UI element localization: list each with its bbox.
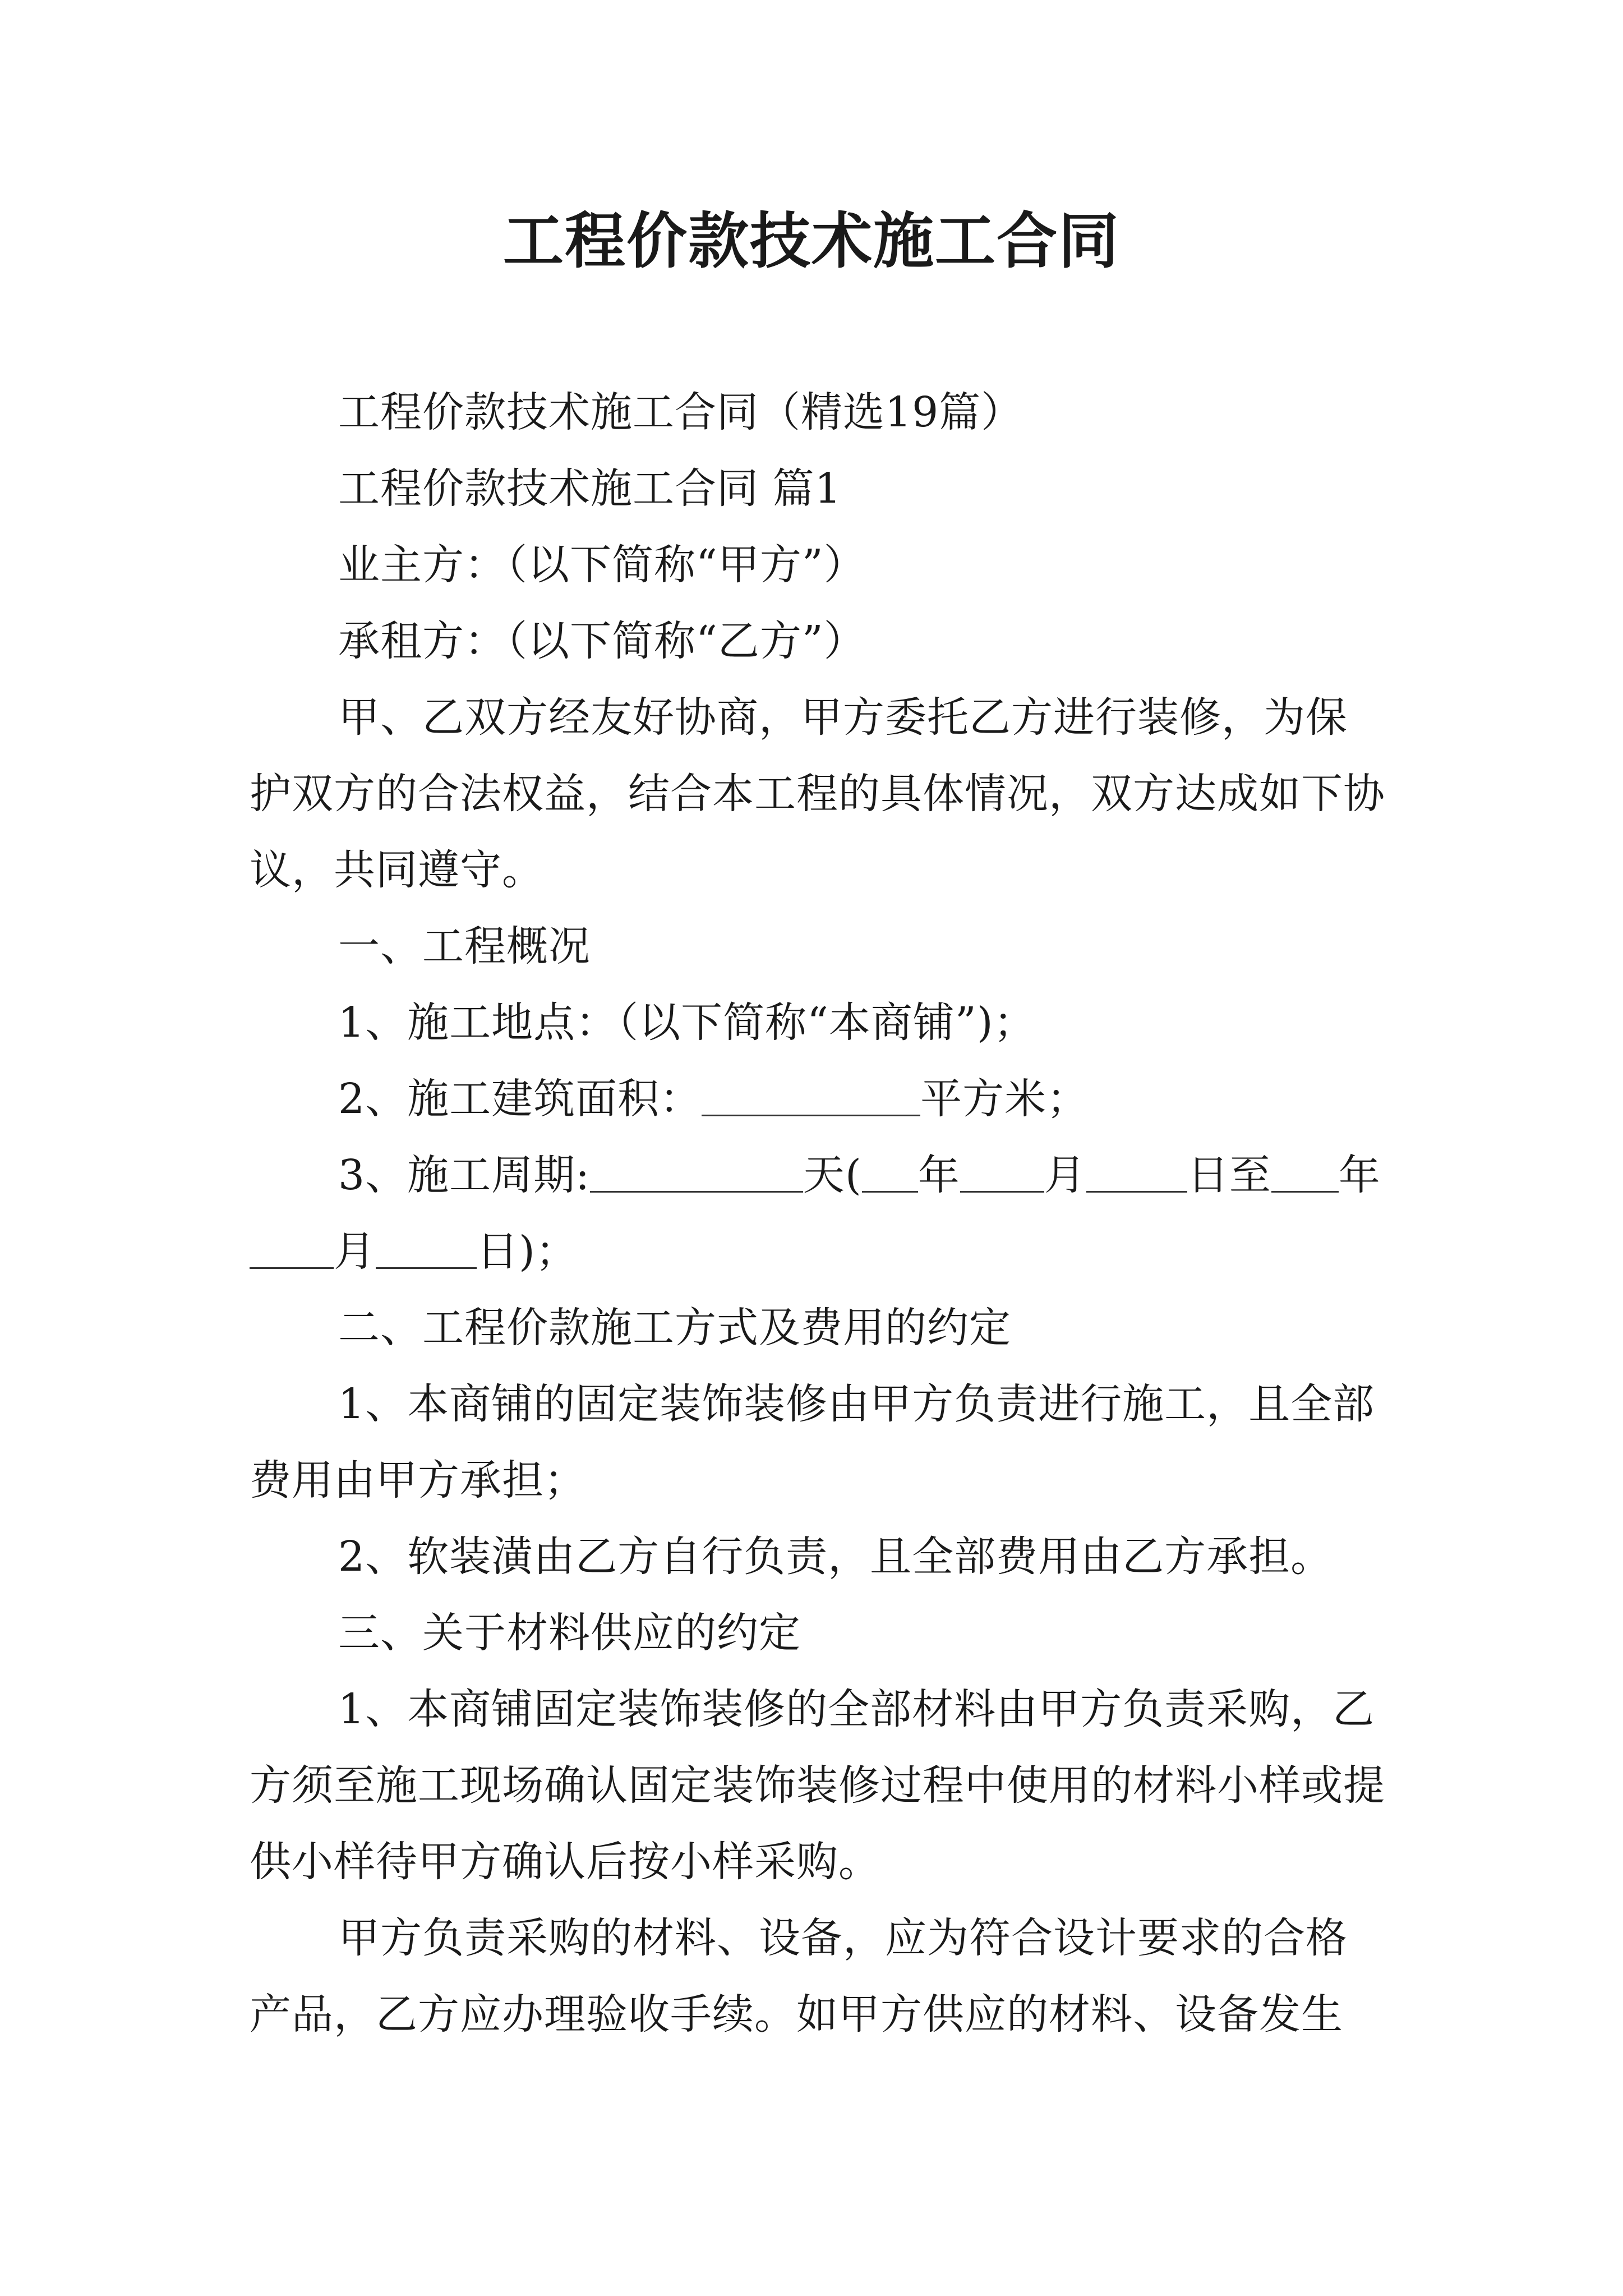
area-label: 2、施工建筑面积：	[338, 1075, 702, 1123]
paragraph-building-area	[250, 1061, 1388, 1137]
paragraph-heading-method: 二、工程价款施工方式及费用的约定	[338, 1304, 1011, 1352]
end-year-blank[interactable]	[1271, 1157, 1339, 1193]
paragraph-section-heading: 工程价款技术施工合同 篇1	[338, 464, 842, 513]
end-day-blank[interactable]	[376, 1234, 477, 1269]
paragraph-material-purchase: 1、本商铺固定装饰装修的全部材料由甲方负责采购，乙方须至施工现场确认固定装饰装修过程中使用的材料小样或提供小样待甲方确认后按小样采购。	[250, 1685, 1385, 1886]
start-month-blank[interactable]	[960, 1157, 1044, 1193]
end-day-text: 日)；	[477, 1227, 578, 1276]
paragraph-soft-decoration: 2、软装潢由乙方自行负责，且全部费用由乙方承担。	[338, 1533, 1333, 1581]
end-month-text: 月	[334, 1227, 376, 1276]
paragraph-party-b: 承租方：（以下简称“乙方”）	[338, 617, 866, 665]
area-blank[interactable]	[702, 1081, 920, 1116]
paragraph-fixed-decoration: 1、本商铺的固定装饰装修由甲方负责进行施工，且全部费用由甲方承担；	[250, 1380, 1375, 1504]
paragraph-site-location: 1、施工地点：（以下简称“本商铺”)；	[338, 999, 1036, 1047]
area-unit: 平方米；	[920, 1075, 1089, 1123]
document-body	[250, 374, 1388, 2053]
period-label: 3、施工周期:	[338, 1151, 591, 1199]
paragraph-preamble: 甲、乙双方经友好协商，甲方委托乙方进行装修，为保护双方的合法权益，结合本工程的具体情况，双方达成如下协议，共同遵守。	[250, 693, 1385, 894]
paragraph-party-a: 业主方：（以下简称“甲方”）	[338, 541, 866, 589]
paragraph-heading-overview: 一、工程概况	[338, 922, 591, 970]
paragraph-heading-materials: 三、关于材料供应的约定	[338, 1609, 801, 1657]
start-day-text: 日至	[1187, 1151, 1271, 1199]
end-month-blank[interactable]	[250, 1234, 334, 1269]
paragraph-subtitle: 工程价款技术施工合同（精选19篇）	[338, 388, 1023, 436]
start-month-text: 月	[1044, 1151, 1086, 1199]
paragraph-construction-period	[250, 1137, 1388, 1290]
paragraph-material-quality: 甲方负责采购的材料、设备，应为符合设计要求的合格产品，乙方应办理验收手续。如甲方供应的材料、设备发生	[250, 1914, 1348, 2039]
document-title: 工程价款技术施工合同	[502, 206, 1120, 277]
period-days-blank[interactable]	[590, 1157, 803, 1193]
start-year-text: 年	[917, 1151, 960, 1199]
start-year-blank[interactable]	[862, 1157, 918, 1193]
period-days-text: 天(	[803, 1151, 862, 1199]
start-day-blank[interactable]	[1086, 1157, 1187, 1193]
end-year-text: 年	[1338, 1151, 1381, 1199]
